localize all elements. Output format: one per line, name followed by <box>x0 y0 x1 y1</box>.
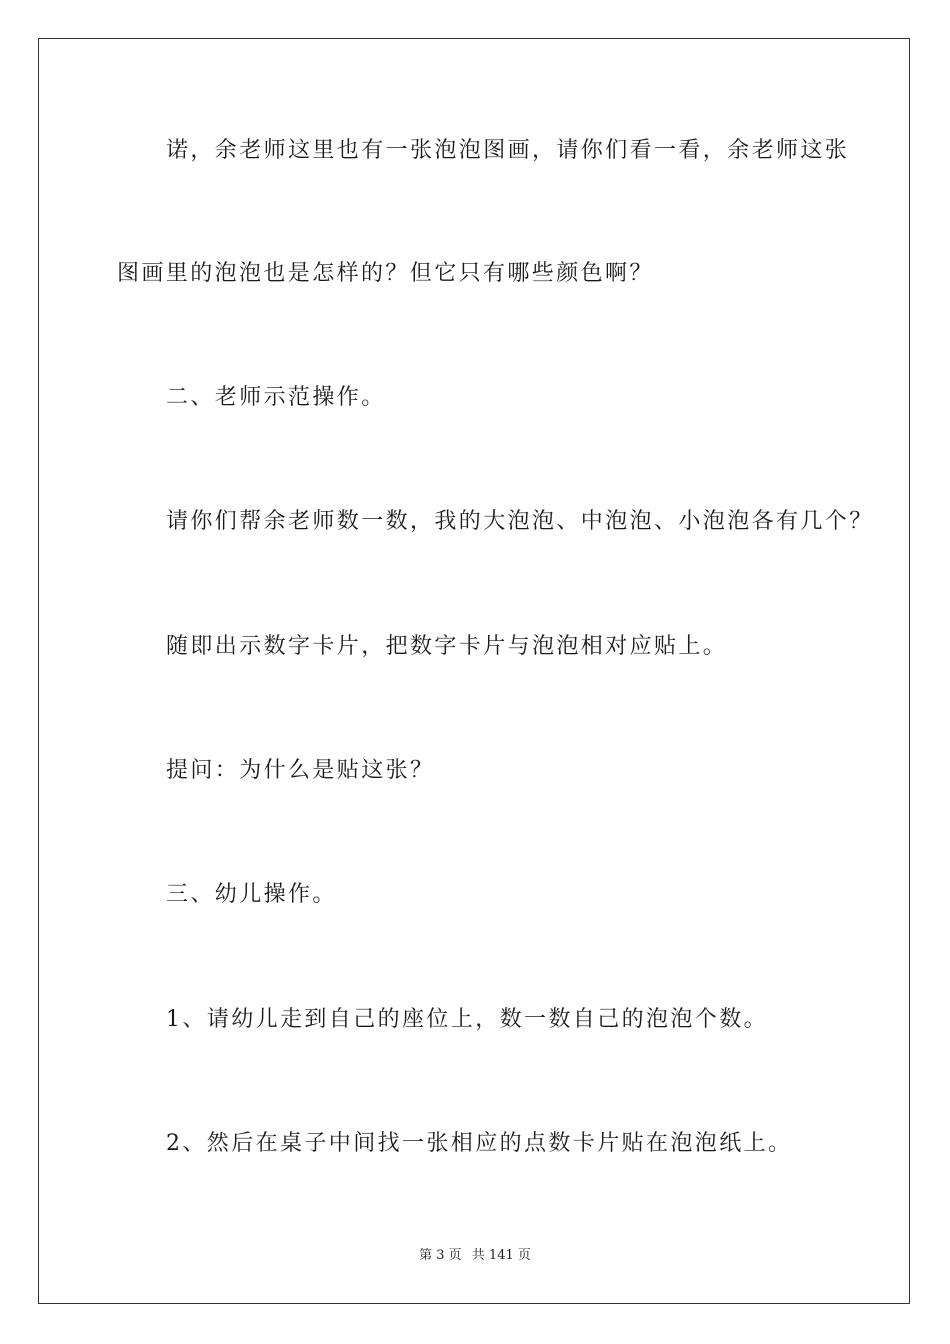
paragraph-line-1: 诺，余老师这里也有一张泡泡图画，请你们看一看，余老师这张 <box>166 138 850 163</box>
page-total: 共 141 页 <box>471 1248 531 1263</box>
section-heading-2: 二、老师示范操作。 <box>166 385 386 410</box>
paragraph-line-2: 图画里的泡泡也是怎样的？但它只有哪些颜色啊？ <box>117 261 654 286</box>
page-border <box>38 38 910 1304</box>
paragraph-line-5: 提问：为什么是贴这张？ <box>166 758 435 783</box>
list-item-2: 2、然后在桌子中间找一张相应的点数卡片贴在泡泡纸上。 <box>166 1131 793 1156</box>
paragraph-line-4: 随即出示数字卡片，把数字卡片与泡泡相对应贴上。 <box>166 634 728 659</box>
list-item-1: 1、请幼儿走到自己的座位上，数一数自己的泡泡个数。 <box>166 1007 768 1032</box>
page-number: 第 3 页 <box>419 1248 462 1263</box>
page-footer <box>0 1247 950 1265</box>
section-heading-3: 三、幼儿操作。 <box>166 882 337 907</box>
paragraph-line-3: 请你们帮余老师数一数，我的大泡泡、中泡泡、小泡泡各有几个？ <box>166 509 874 534</box>
